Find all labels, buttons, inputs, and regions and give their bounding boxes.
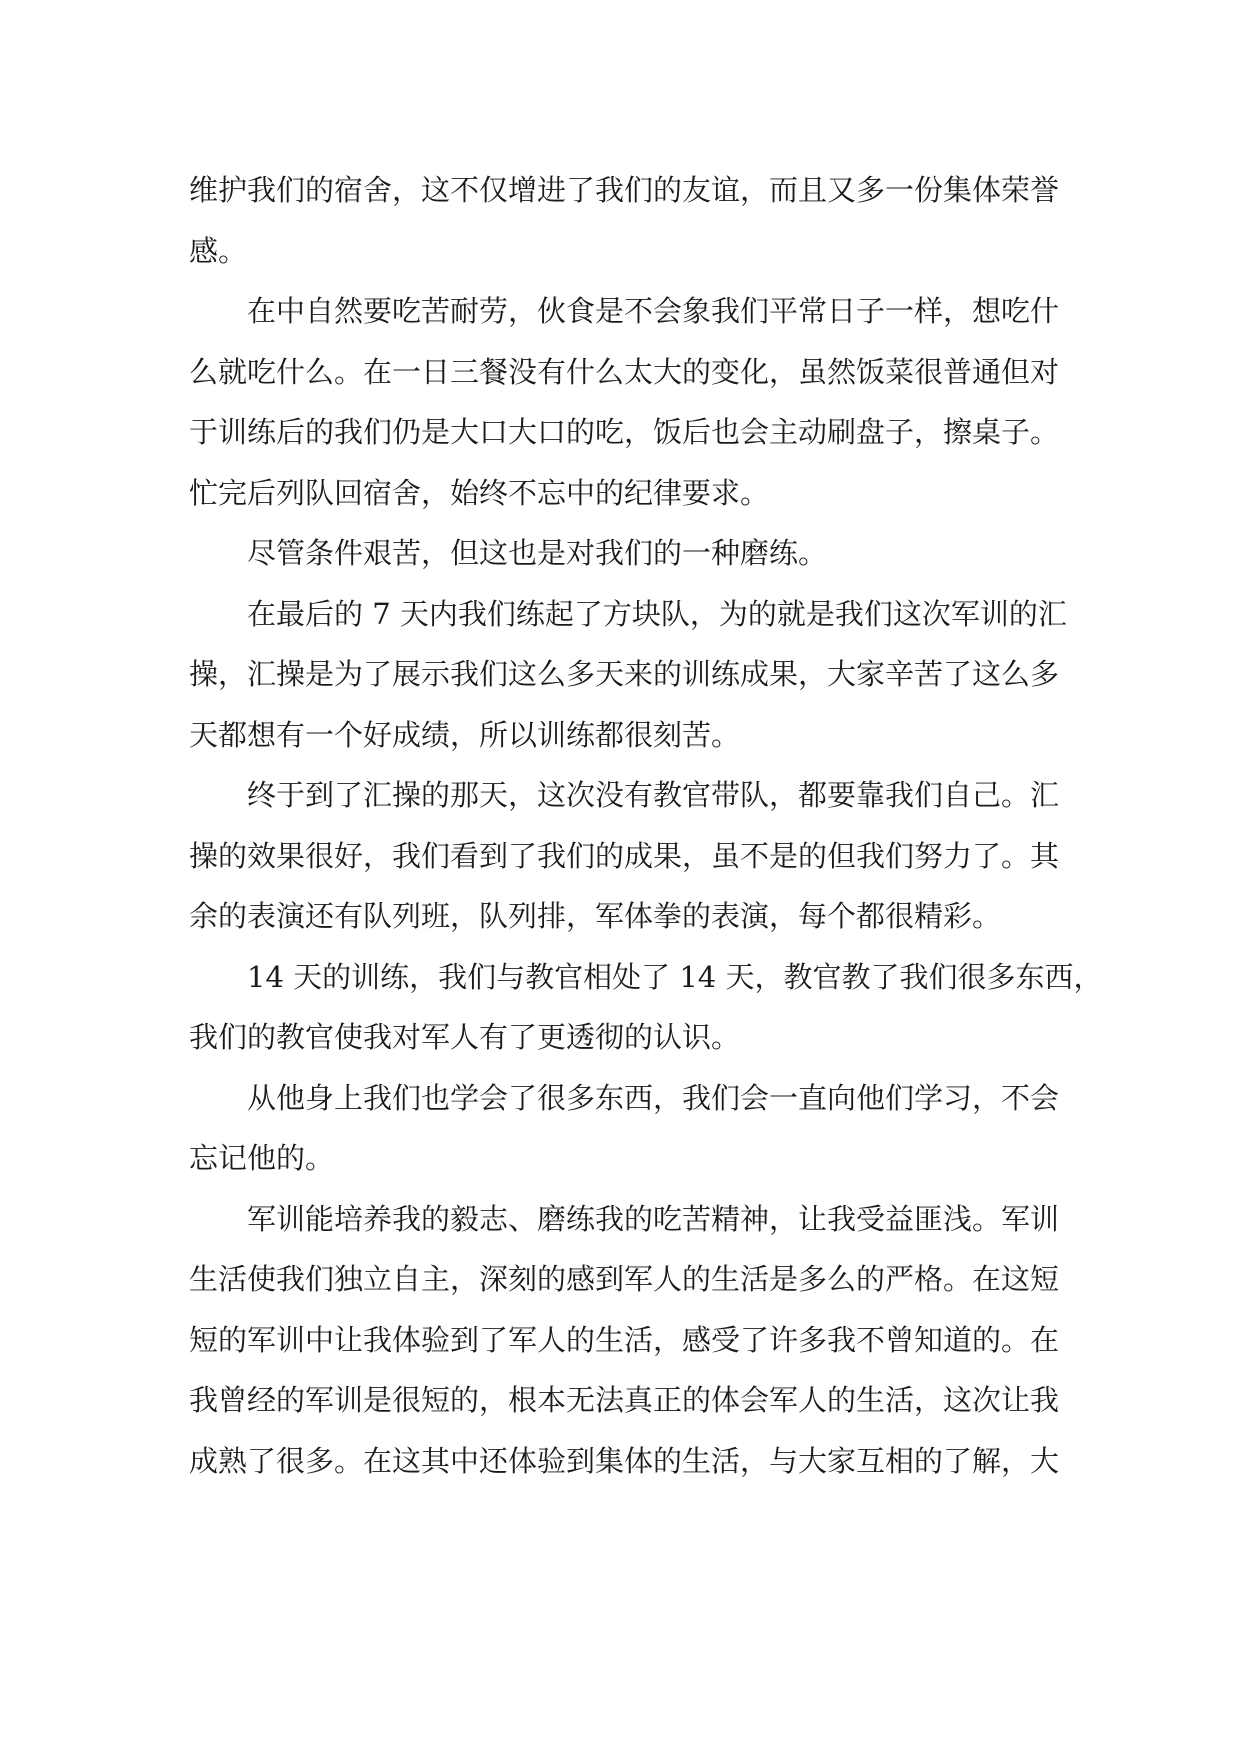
paragraph-line: 14 天的训练，我们与教官相处了 14 天，教官教了我们很多东西， (247, 959, 1103, 994)
paragraph-line: 从他身上我们也学会了很多东西，我们会一直向他们学习，不会 (247, 1080, 1060, 1115)
paragraph-line: 终于到了汇操的那天，这次没有教官带队，都要靠我们自己。汇 (247, 778, 1060, 812)
paragraph-line: 感。 (189, 233, 248, 268)
paragraph (189, 160, 1060, 281)
paragraph-line: 军训能培养我的毅志、磨练我的吃苦精神，让我受益匪浅。军训 (247, 1201, 1060, 1236)
paragraph-line: 我曾经的军训是很短的，根本无法真正的体会军人的生活，这次让我 (189, 1383, 1060, 1417)
paragraph-line: 生活使我们独立自主，深刻的感到军人的生活是多么的严格。在这短 (189, 1262, 1060, 1296)
document-body (189, 160, 1103, 1491)
paragraph (189, 584, 1067, 766)
paragraph (189, 1068, 1060, 1189)
paragraph (189, 523, 1054, 584)
paragraph-line: 维护我们的宿舍，这不仅增进了我们的友谊，而且又多一份集体荣誉 (189, 173, 1060, 207)
paragraph-line: 天都想有一个好成绩，所以训练都很刻苦。 (189, 717, 741, 752)
paragraph-line: 忘记他的。 (189, 1141, 335, 1175)
paragraph-line: 在最后的 7 天内我们练起了方块队，为的就是我们这次军训的汇 (247, 596, 1067, 631)
paragraph (189, 765, 1060, 947)
paragraph-line: 短的军训中让我体验到了军人的生活，感受了许多我不曾知道的。在 (189, 1322, 1060, 1357)
paragraph-line: 忙完后列队回宿舍，始终不忘中的纪律要求。 (189, 475, 770, 510)
paragraph-line: 余的表演还有队列班，队列排，军体拳的表演，每个都很精彩。 (189, 899, 1002, 933)
paragraph-line: 尽管条件艰苦，但这也是对我们的一种磨练。 (247, 536, 828, 570)
paragraph-line: 成熟了很多。在这其中还体验到集体的生活，与大家互相的了解，大 (189, 1443, 1060, 1478)
paragraph-line: 在中自然要吃苦耐劳，伙食是不会象我们平常日子一样，想吃什 (247, 294, 1060, 328)
paragraph-line: 于训练后的我们仍是大口大口的吃，饭后也会主动刷盘子，擦桌子。 (189, 415, 1060, 449)
paragraph-line: 操的效果很好，我们看到了我们的成果，虽不是的但我们努力了。其 (189, 838, 1060, 873)
paragraph-line: 操，汇操是为了展示我们这么多天来的训练成果，大家辛苦了这么多 (189, 657, 1060, 691)
paragraph (189, 281, 1060, 523)
paragraph-line: 么就吃什么。在一日三餐没有什么太大的变化，虽然饭菜很普通但对 (189, 354, 1060, 389)
paragraph (189, 947, 1103, 1068)
paragraph-line: 我们的教官使我对军人有了更透彻的认识。 (189, 1020, 741, 1054)
paragraph (189, 1189, 1060, 1492)
